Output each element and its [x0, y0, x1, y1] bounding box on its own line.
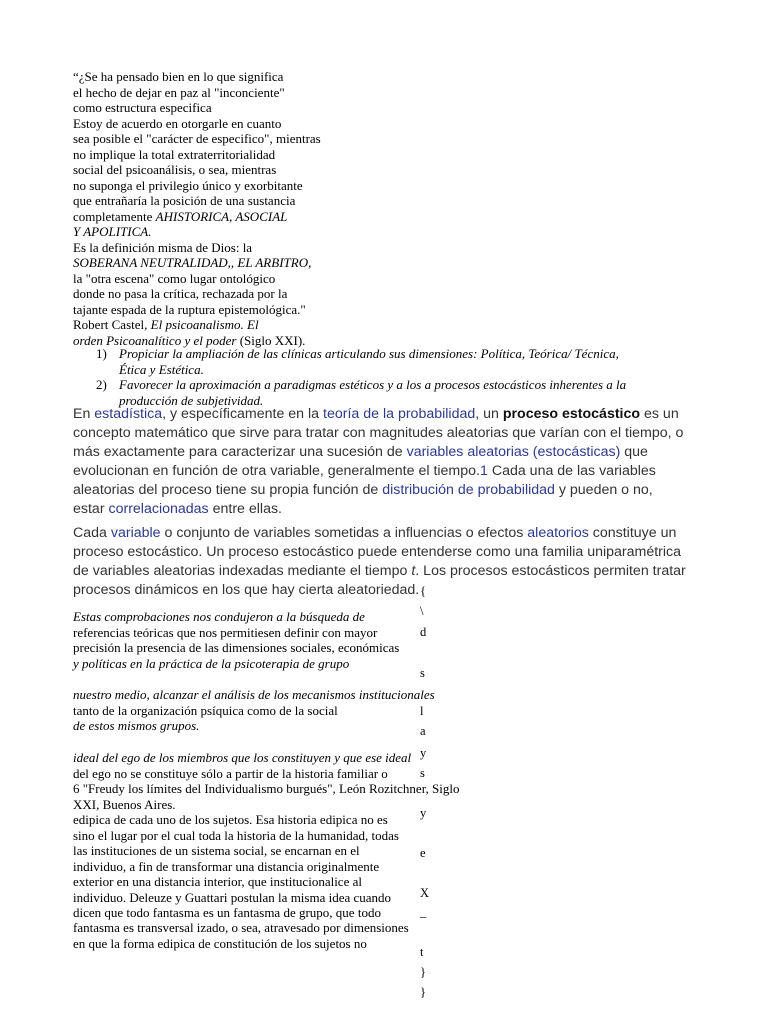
formula-char: l — [420, 704, 424, 718]
text-line: precisión la presencia de las dimensiones sociales, económicas — [73, 640, 400, 655]
text-line: y políticas en la práctica de la psicoterapia de grupo — [73, 656, 350, 671]
text: constituye un — [588, 525, 677, 541]
text: de variables aleatorias indexadas mediante el tiempo — [73, 563, 412, 579]
quote-line: el hecho de dejar en paz al "inconciente" — [73, 84, 285, 100]
list-text: Favorecer la aproximación a paradigmas estéticos y a los a procesos estocásticos inherentes a la — [119, 377, 627, 392]
paragraph-line — [73, 462, 683, 481]
text-line: del ego no se constituye sólo a partir de la historia familiar o — [73, 766, 388, 781]
formula-char: \ — [420, 604, 424, 618]
text: evolucionan en función de otra variable, generalmente el tiempo. — [73, 463, 480, 479]
formula-char: } — [420, 965, 426, 979]
quote-line: Y APOLITICA. — [73, 224, 152, 239]
list-text: Ética y Estética. — [119, 361, 204, 377]
link-estocasticas[interactable]: (estocásticas) — [532, 444, 621, 460]
variable-t: t — [411, 563, 416, 579]
citation-title: El psicoanalismo. El — [150, 317, 259, 332]
quote-line: Estoy de acuerdo en otorgarle en cuanto — [73, 115, 282, 131]
quote-block — [73, 69, 321, 348]
quote-line: la "otra escena" como lugar ontológico — [73, 270, 276, 286]
formula-char: s — [420, 666, 425, 680]
text-line: edipica de cada uno de los sujetos. Esa historia edipica no es — [73, 812, 388, 827]
quote-line: sea posible el "carácter de especifico", mientras — [73, 131, 321, 146]
text-line: sino el lugar por el cual toda la historia de la humanidad, todas — [73, 828, 399, 843]
text: entre ellas. — [208, 501, 282, 517]
footnote-line: XXI, Buenos Aires. — [73, 797, 176, 812]
paragraph-line — [73, 443, 683, 462]
quote-line — [73, 209, 321, 225]
paragraph-line: procesos dinámicos en los que hay cierta aleatoriedad. — [73, 582, 420, 598]
paragraph-line — [73, 405, 683, 424]
link-variable[interactable]: variable — [110, 525, 161, 541]
text-line: nuestro medio, alcanzar el análisis de los mecanismos institucionales — [73, 687, 435, 702]
text: Cada — [73, 525, 111, 541]
list-number: 1) — [96, 346, 107, 361]
quote-line: Es la definición misma de Dios: la — [73, 239, 253, 255]
text-line: ideal del ego de los miembros que los constituyen y que ese ideal — [73, 750, 412, 765]
text: estar — [73, 501, 109, 517]
link-correlacionadas[interactable]: correlacionadas — [108, 501, 209, 517]
paragraph-line — [73, 481, 683, 500]
text: , un — [475, 406, 503, 422]
text: En — [73, 406, 95, 422]
link-variables-aleatorias[interactable]: variables aleatorias — [406, 444, 529, 460]
text-line: referencias teóricas que nos permitiesen definir con mayor — [73, 625, 378, 640]
quote-line: que entrañaría la posición de una sustancia — [73, 193, 296, 208]
text: y pueden o no, — [554, 482, 653, 498]
citation-author: Robert Castel, — [73, 317, 151, 332]
formula-char: a — [420, 724, 426, 738]
quote-emphasis: AHISTORICA, ASOCIAL — [155, 208, 288, 224]
citation-title: orden Psicoanalítico y el poder — [73, 332, 237, 348]
paragraph-stochastic-definition — [73, 405, 683, 519]
footnote-link[interactable]: 1 — [479, 463, 488, 479]
text-line: exterior en una distancia interior, que institucionalice al — [73, 874, 362, 889]
quote-line: social del psicoanálisis, o sea, mientras — [73, 162, 277, 177]
text-line: Estas comprobaciones nos condujeron a la búsqueda de — [73, 609, 365, 624]
text: más exactamente para caracterizar una sucesión de — [73, 444, 407, 460]
formula-char: X — [420, 886, 430, 900]
text-line: fantasma es transversal izado, o sea, atravesado por dimensiones — [73, 920, 409, 935]
formula-char: { — [420, 584, 426, 598]
quote-line: como estructura especifica — [73, 100, 212, 115]
citation-publisher: (Siglo XXI). — [236, 332, 306, 348]
text-line: las instituciones de un sistema social, se encarnan en el — [73, 843, 360, 858]
text: es un — [640, 406, 679, 422]
link-estadistica[interactable]: estadística — [94, 406, 163, 422]
paragraph-line — [73, 562, 686, 581]
quote-line: donde no pasa la crítica, rechazada por la — [73, 286, 288, 301]
list-number: 2) — [96, 377, 107, 392]
formula-char: d — [420, 625, 427, 639]
formula-char: y — [420, 746, 427, 760]
text-line: individuo, a fin de transformar una distancia originalmente — [73, 859, 380, 874]
formula-char: t — [420, 945, 424, 959]
formula-char: } — [420, 985, 426, 999]
quote-citation — [73, 317, 321, 333]
formula-char: s — [420, 766, 425, 780]
footnote-line: 6 "Freudy los límites del Individualismo burgués", León Rozitchner, Siglo — [73, 781, 460, 796]
paragraph-line: proceso estocástico. Un proceso estocástico puede entenderse como una familia uniparamétrica — [73, 544, 682, 560]
quote-line: “¿Se ha pensado bien en lo que significa — [73, 69, 284, 84]
text-line: de estos mismos grupos. — [73, 718, 200, 733]
formula-char: _ — [420, 905, 427, 919]
quote-line: SOBERANA NEUTRALIDAD,, EL ARBITRO, — [73, 255, 312, 270]
paragraph-stochastic-process — [73, 524, 686, 600]
quote-line: no suponga el privilegio único y exorbitante — [73, 177, 303, 193]
paragraph-line — [73, 500, 683, 519]
link-aleatorios[interactable]: aleatorios — [527, 525, 589, 541]
text: o conjunto de variables sometidas a influencias o efectos — [160, 525, 528, 541]
text: que — [620, 444, 648, 460]
formula-char: y — [420, 806, 427, 820]
quote-text: completamente — [73, 208, 156, 224]
text-line: dicen que todo fantasma es un fantasma de grupo, que todo — [73, 905, 381, 920]
quote-line: no implique la total extraterritorialidad — [73, 146, 276, 162]
paragraph-line — [73, 524, 686, 543]
text-line: en que la forma edipica de constitución de los sujetos no — [73, 936, 367, 951]
link-teoria-probabilidad[interactable]: teoría de la probabilidad — [323, 406, 476, 422]
text: . Los procesos estocásticos permiten tratar — [415, 563, 686, 579]
text: Cada una de las variables — [487, 463, 656, 479]
quote-line: tajante espada de la ruptura epistemológica." — [73, 301, 306, 317]
link-distribucion-probabilidad[interactable]: distribución de probabilidad — [382, 482, 555, 498]
list-text: producción de subjetividad. — [119, 392, 264, 408]
text-line: tanto de la organización psíquica como de la social — [73, 703, 338, 718]
text: , y específicamente en la — [162, 406, 324, 422]
term-proceso-estocastico: proceso estocástico — [502, 406, 641, 422]
list-text: Propiciar la ampliación de las clínicas articulando sus dimensiones: Política, Teórica/ Técnica, — [119, 346, 619, 361]
text: aleatorias del proceso tiene su propia función de — [73, 482, 383, 498]
paragraph-line: concepto matemático que sirve para tratar con magnitudes aleatorias que varían con el tiempo, o — [73, 425, 684, 441]
formula-char: e — [420, 846, 426, 860]
text-line: individuo. Deleuze y Guattari postulan la misma idea cuando — [73, 890, 392, 905]
